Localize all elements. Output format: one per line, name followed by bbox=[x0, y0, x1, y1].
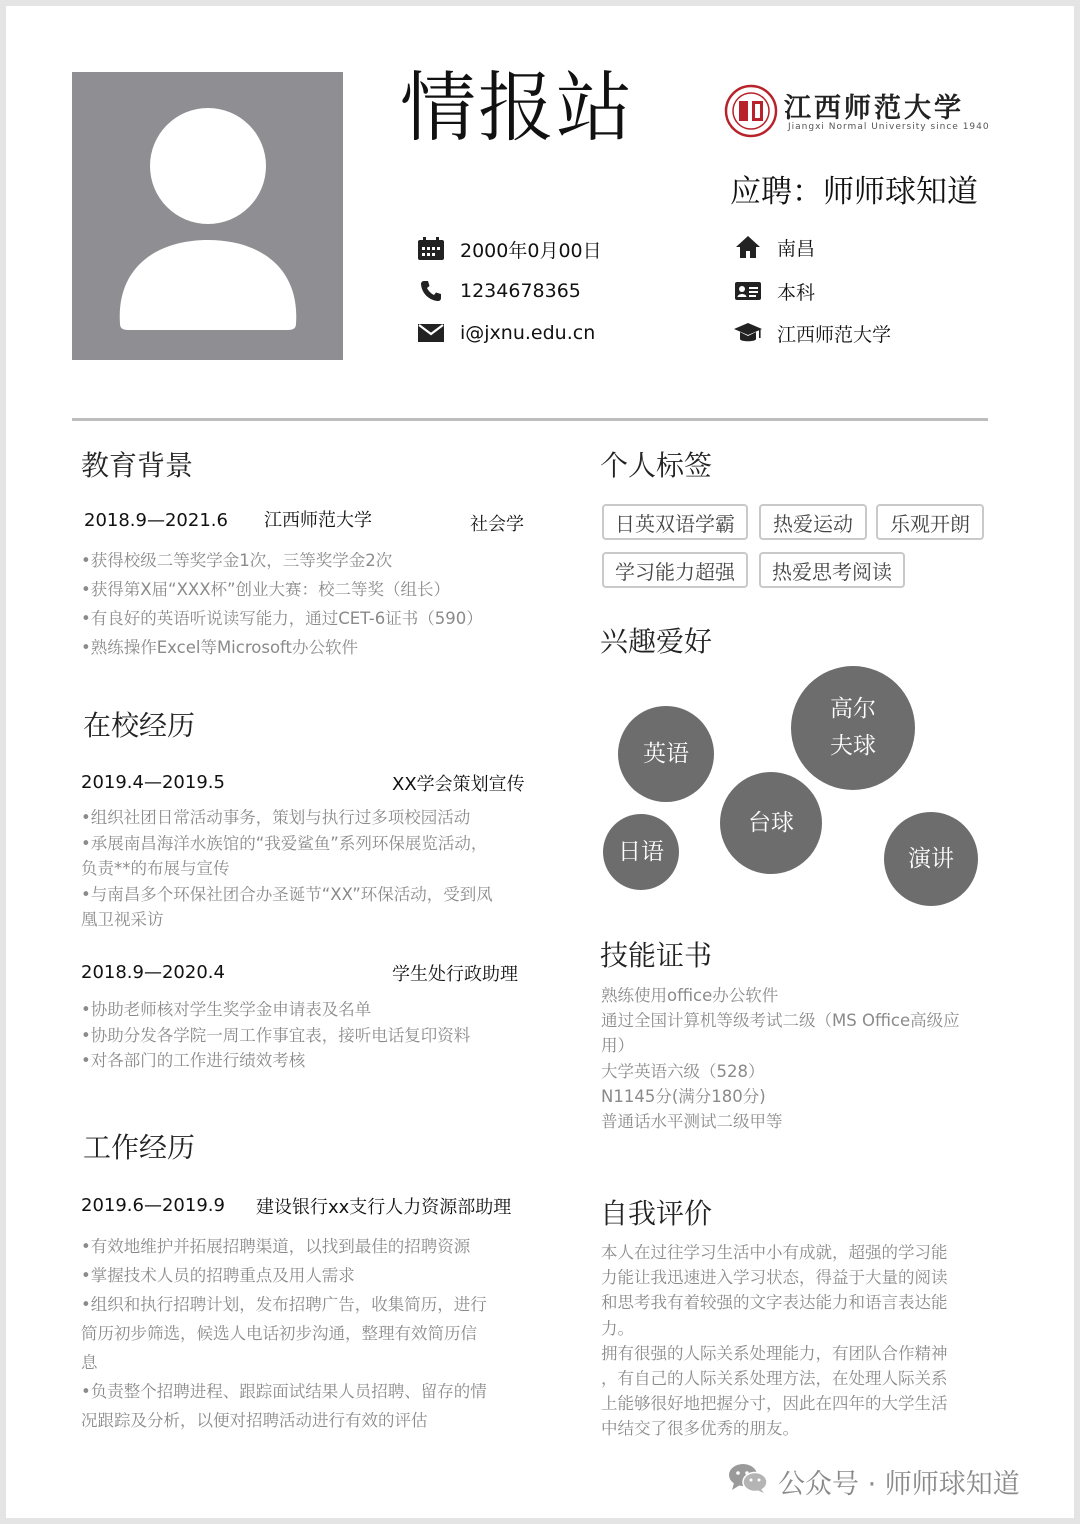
skills-title: 技能证书 bbox=[600, 939, 713, 972]
graduation-cap-icon bbox=[733, 320, 763, 346]
list-item: 普通话水平测试二级甲等 bbox=[601, 1112, 783, 1132]
degree: 本科 bbox=[777, 281, 816, 304]
hobby-bubble bbox=[603, 814, 679, 890]
list-item: 中结交了很多优秀的朋友。 bbox=[601, 1419, 799, 1439]
home-icon bbox=[733, 234, 763, 260]
list-item: 力能让我迅速进入学习状态，得益于大量的阅读 bbox=[601, 1268, 948, 1288]
list-item: •掌握技术人员的招聘重点及用人需求 bbox=[81, 1266, 355, 1285]
email-address: i@jxnu.edu.cn bbox=[460, 322, 596, 344]
list-item: •获得第X届“XXX杯”创业大赛：校二等奖（组长） bbox=[81, 580, 451, 599]
list-item: 通过全国计算机等级考试二级（MS Office高级应 bbox=[601, 1011, 960, 1031]
school-name: 江西师范大学 bbox=[777, 323, 892, 346]
email-row bbox=[416, 318, 595, 348]
tag-item: 日英双语学霸 bbox=[602, 504, 748, 540]
list-item: •获得校级二等奖学金1次，三等奖学金2次 bbox=[81, 551, 393, 570]
resume-page bbox=[6, 6, 1074, 1518]
list-item: •组织和执行招聘计划，发布招聘广告，收集简历，进行 bbox=[81, 1295, 487, 1314]
list-item: ，有自己的人际关系处理方法，在处理人际关系 bbox=[601, 1369, 948, 1389]
work-role: 建设银行xx支行人力资源部助理 bbox=[256, 1197, 512, 1218]
watermark bbox=[728, 1462, 1020, 1501]
list-item: 息 bbox=[81, 1353, 98, 1372]
campus-title: 在校经历 bbox=[83, 709, 196, 742]
list-item: •对各部门的工作进行绩效考核 bbox=[81, 1051, 306, 1070]
phone-number: 1234678365 bbox=[460, 280, 581, 302]
campus-period-1: 2019.4—2019.5 bbox=[81, 772, 225, 793]
logo-english-text: Jiangxi Normal University since 1940 bbox=[788, 122, 990, 132]
birth-date: 2000年0月00日 bbox=[460, 239, 602, 262]
education-major: 社会学 bbox=[470, 514, 524, 535]
education-period: 2018.9—2021.6 bbox=[84, 510, 228, 531]
work-lines bbox=[81, 1232, 551, 1435]
campus-role-1: XX学会策划宣传 bbox=[392, 774, 525, 795]
work-title: 工作经历 bbox=[83, 1131, 196, 1164]
education-title: 教育背景 bbox=[81, 449, 194, 482]
list-item: 负责**的布展与宣传 bbox=[81, 859, 230, 878]
hobbies-title: 兴趣爱好 bbox=[600, 625, 713, 658]
hobby-label: 台球 bbox=[748, 809, 794, 836]
list-item: 上能够很好地把握分寸，因此在四年的大学生活 bbox=[601, 1394, 948, 1414]
campus-lines-2 bbox=[81, 997, 551, 1074]
mail-icon bbox=[416, 320, 446, 346]
list-item: 本人在过往学习生活中小有成就，超强的学习能 bbox=[601, 1243, 948, 1262]
hobby-label: 夫球 bbox=[830, 733, 876, 759]
list-item: •有良好的英语听说读写能力，通过CET-6证书（590） bbox=[81, 609, 483, 628]
hobby-bubble bbox=[720, 772, 822, 874]
calendar-icon bbox=[416, 236, 446, 262]
list-item: •熟练操作Excel等Microsoft办公软件 bbox=[81, 638, 359, 657]
school-row bbox=[733, 318, 891, 348]
university-seal-icon bbox=[724, 84, 778, 138]
list-item: 拥有很强的人际关系处理能力，有团队合作精神 bbox=[601, 1343, 948, 1363]
list-item: •协助分发各学院一周工作事宜表，接听电话复印资料 bbox=[81, 1025, 471, 1045]
tags-title: 个人标签 bbox=[600, 449, 713, 482]
degree-row bbox=[733, 276, 815, 306]
hobby-bubble bbox=[618, 706, 714, 802]
phone-icon bbox=[416, 278, 446, 304]
list-item: •协助老师核对学生奖学金申请表及名单 bbox=[81, 1000, 372, 1019]
hobby-label: 演讲 bbox=[908, 845, 954, 872]
list-item: •有效地维护并拓展招聘渠道，以找到最佳的招聘资源 bbox=[81, 1237, 471, 1256]
tag-item: 学习能力超强 bbox=[602, 552, 748, 588]
list-item: •负责整个招聘进程、跟踪面试结果人员招聘、留存的情 bbox=[81, 1382, 487, 1401]
list-item: •组织社团日常活动事务，策划与执行过多项校园活动 bbox=[81, 808, 471, 827]
campus-role-2: 学生处行政助理 bbox=[392, 964, 518, 985]
birth-row bbox=[416, 234, 602, 264]
id-card-icon bbox=[733, 278, 763, 304]
wechat-icon bbox=[728, 1462, 768, 1501]
avatar bbox=[72, 72, 343, 360]
work-period: 2019.6—2019.9 bbox=[81, 1195, 225, 1216]
header-divider bbox=[72, 418, 988, 421]
list-item: N1145分(满分180分) bbox=[601, 1086, 766, 1106]
education-bullets bbox=[81, 546, 541, 662]
list-item: 熟练使用office办公软件 bbox=[601, 986, 779, 1005]
user-silhouette-icon bbox=[72, 72, 343, 360]
apply-position: 应聘：师师球知道 bbox=[730, 174, 978, 210]
list-item: •承展南昌海洋水族馆的“我爱鲨鱼”系列环保展览活动， bbox=[81, 833, 488, 853]
list-item: 力。 bbox=[601, 1318, 634, 1338]
hobby-bubble bbox=[791, 666, 915, 790]
self-eval-lines bbox=[601, 1240, 1001, 1442]
hobby-bubble bbox=[884, 812, 978, 906]
tag-item: 热爱思考阅读 bbox=[759, 552, 905, 588]
city: 南昌 bbox=[777, 237, 816, 260]
campus-period-2: 2018.9—2020.4 bbox=[81, 962, 225, 983]
list-item: 用） bbox=[601, 1036, 634, 1056]
hobby-label: 日语 bbox=[618, 838, 664, 865]
tag-item: 热爱运动 bbox=[759, 504, 867, 540]
candidate-name: 情报站 bbox=[400, 63, 634, 152]
hobby-label: 高尔 bbox=[830, 696, 876, 722]
skills-lines bbox=[601, 983, 1001, 1134]
tag-item: 乐观开朗 bbox=[876, 504, 984, 540]
phone-row bbox=[416, 276, 581, 306]
self-eval-title: 自我评价 bbox=[600, 1197, 713, 1230]
list-item: 大学英语六级（528） bbox=[601, 1061, 765, 1081]
logo-chinese-text: 江西师范大学 bbox=[784, 93, 964, 124]
hobby-label: 英语 bbox=[643, 740, 689, 767]
list-item: 凰卫视采访 bbox=[81, 910, 164, 929]
list-item: 简历初步筛选，候选人电话初步沟通，整理有效简历信 bbox=[81, 1324, 477, 1343]
city-row bbox=[733, 232, 815, 262]
list-item: 况跟踪及分析，以便对招聘活动进行有效的评估 bbox=[81, 1411, 428, 1430]
watermark-text: 公众号 · 师师球知道 bbox=[778, 1469, 1020, 1500]
list-item: •与南昌多个环保社团合办圣诞节“XX”环保活动，受到凤 bbox=[81, 884, 493, 904]
list-item: 和思考我有着较强的文字表达能力和语言表达能 bbox=[601, 1293, 948, 1313]
education-school: 江西师范大学 bbox=[264, 510, 372, 531]
university-logo bbox=[724, 84, 994, 140]
campus-lines-1 bbox=[81, 805, 551, 933]
